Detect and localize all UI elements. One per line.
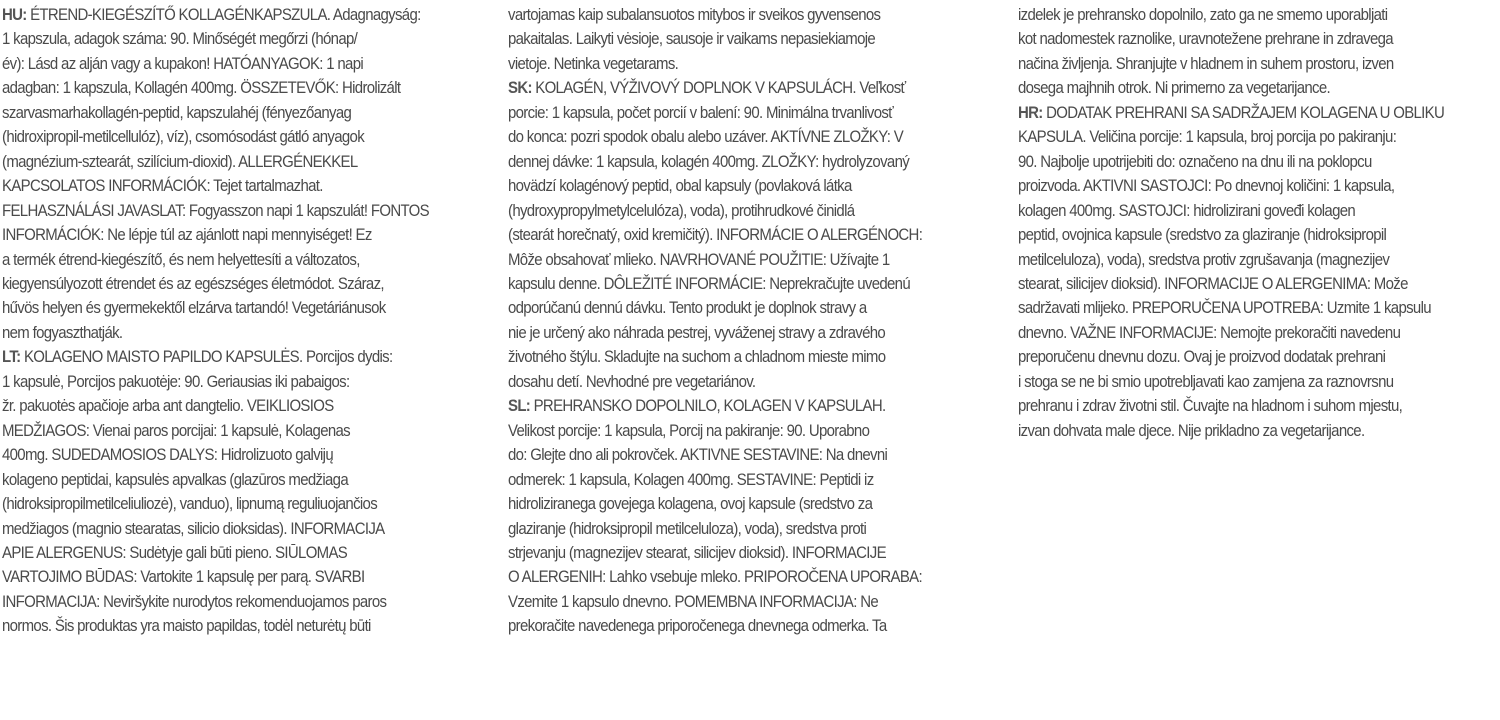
line-text: glaziranje (hidroksipropil metilceluloza), voda), sredstva proti <box>508 518 867 538</box>
line-text: peptid, ovojnica kapsule (sredstvo za glaziranje (hidroksipropil <box>1018 225 1387 245</box>
text-line <box>1018 199 1500 223</box>
text-line <box>2 443 484 467</box>
line-text: normos. Šis produktas yra maisto papildas, todėl neturėtų būti <box>2 616 371 636</box>
text-line <box>1018 223 1500 247</box>
text-line <box>508 296 990 320</box>
text-line <box>508 125 990 149</box>
line-text: PREHRANSKO DOPOLNILO, KOLAGEN V KAPSULAH. <box>530 396 886 416</box>
line-text: prekoračite navedenega priporočenega dnevnega odmerka. Ta <box>508 616 887 636</box>
text-line <box>508 468 990 492</box>
text-line <box>508 394 990 418</box>
line-text: KAPCSOLATOS INFORMÁCIÓK: Tejet tartalmazhat. <box>2 176 323 196</box>
line-text: do: Glejte dno ali pokrovček. AKTIVNE SESTAVINE: Na dnevni <box>508 445 888 465</box>
text-line <box>508 52 990 76</box>
text-line <box>508 541 990 565</box>
text-line <box>1018 321 1500 345</box>
line-text: APIE ALERGENUS: Sudėtyje gali būti pieno. SIŪLOMAS <box>2 542 348 562</box>
text-line <box>508 76 990 100</box>
text-line <box>508 199 990 223</box>
language-code: SK: <box>508 78 532 98</box>
text-line <box>1018 101 1500 125</box>
line-text: 400mg. SUDEDAMOSIOS DALYS: Hidrolizuoto galvijų <box>2 445 334 465</box>
line-text: Vzemite 1 kapsulo dnevno. POMEMBNA INFORMACIJA: Ne <box>508 591 879 611</box>
text-line <box>508 272 990 296</box>
line-text: (stearát horečnatý, oxid kremičitý). INFORMÁCIE O ALERGÉNOCH: <box>508 225 923 245</box>
line-text: vartojamas kaip subalansuotos mitybos ir sveikos gyvensenos <box>508 5 881 24</box>
line-text: žr. pakuotės apačioje arba ant dangtelio. VEIKLIOSIOS <box>2 396 334 416</box>
line-text: (hydroxypropylmetylcelulóza), voda), protihrudkové činidlá <box>508 200 855 220</box>
text-line <box>1018 296 1500 320</box>
text-line <box>2 199 484 223</box>
text-line <box>1018 345 1500 369</box>
language-code: SL: <box>508 396 531 416</box>
label-text-column-2 <box>508 3 990 639</box>
line-text: odporúčanú dennú dávku. Tento produkt je doplnok stravy a <box>508 298 867 318</box>
line-text: MEDŽIAGOS: Vienai paros porcijai: 1 kapsulė, Kolagenas <box>2 420 351 440</box>
line-text: FELHASZNÁLÁSI JAVASLAT: Fogyasszon napi 1 kapszulát! FONTOS <box>2 200 429 220</box>
text-line <box>2 272 484 296</box>
text-line <box>2 565 484 589</box>
line-text: INFORMACIJA: Neviršykite nurodytos rekomenduojamos paros <box>2 591 387 611</box>
line-text: a termék étrend-kiegészítő, és nem helyettesíti a változatos, <box>2 249 360 269</box>
text-line <box>2 614 484 638</box>
line-text: stearat, silicijev dioksid). INFORMACIJE O ALERGENIMA: Može <box>1018 273 1408 293</box>
line-text: izdelek je prehransko dopolnilo, zato ga ne smemo uporabljati <box>1018 5 1388 24</box>
text-line <box>2 394 484 418</box>
line-text: 1 kapszula, adagok száma: 90. Minőségét megőrzi (hónap/ <box>2 29 358 49</box>
text-line <box>2 27 484 51</box>
line-text: KAPSULA. Veličina porcije: 1 kapsula, broj porcija po pakiranju: <box>1018 127 1397 147</box>
line-text: metilceluloza), voda), sredstva protiv zgrušavanja (magnezijev <box>1018 249 1390 269</box>
text-line <box>2 345 484 369</box>
line-text: 1 kapsulė, Porcijos pakuotėje: 90. Geriausias iki pabaigos: <box>2 371 350 391</box>
text-line <box>508 370 990 394</box>
text-line <box>2 52 484 76</box>
text-line <box>2 590 484 614</box>
text-line <box>2 321 484 345</box>
line-text: odmerek: 1 kapsula, Kolagen 400mg. SESTAVINE: Peptidi iz <box>508 469 874 489</box>
text-line <box>508 321 990 345</box>
line-text: év): Lásd az alján vagy a kupakon! HATÓANYAGOK: 1 napi <box>2 53 364 73</box>
text-line <box>1018 248 1500 272</box>
text-line <box>508 248 990 272</box>
text-line <box>2 223 484 247</box>
line-text: strjevanju (magnezijev stearat, silicijev dioksid). INFORMACIJE <box>508 542 886 562</box>
line-text: kolagen 400mg. SASTOJCI: hidrolizirani goveđi kolagen <box>1018 200 1356 220</box>
text-line <box>1018 76 1500 100</box>
line-text: dennej dávke: 1 kapsula, kolagén 400mg. ZLOŽKY: hydrolyzovaný <box>508 151 910 171</box>
text-line <box>508 443 990 467</box>
line-text: (hidroxipropil-metilcellulóz), víz), csomósodást gátló anyagok <box>2 127 365 147</box>
text-line <box>2 296 484 320</box>
line-text: KOLAGÉN, VÝŽIVOVÝ DOPLNOK V KAPSULÁCH. Veľkosť <box>531 78 906 98</box>
line-text: kot nadomestek raznolike, uravnotežene prehrane in zdravega <box>1018 29 1393 49</box>
line-text: sadržavati mlijeko. PREPORUČENA UPOTREBA: Uzmite 1 kapsulu <box>1018 298 1431 318</box>
line-text: hűvös helyen és gyermekektől elzárva tartandó! Vegetáriánusok <box>2 298 386 318</box>
text-line <box>1018 174 1500 198</box>
line-text: vietoje. Netinka vegetarams. <box>508 53 679 73</box>
text-line <box>508 492 990 516</box>
line-text: (magnézium-sztearát, szilícium-dioxid). ALLERGÉNEKKEL <box>2 151 358 171</box>
text-line <box>1018 125 1500 149</box>
line-text: porcie: 1 kapsula, počet porcií v balení: 90. Minimálna trvanlivosť <box>508 102 894 122</box>
line-text: adagban: 1 kapszula, Kollagén 400mg. ÖSSZETEVŐK: Hidrolizált <box>2 78 401 98</box>
text-line <box>2 492 484 516</box>
text-line <box>2 3 484 27</box>
line-text: dosahu detí. Nevhodné pre vegetariánov. <box>508 371 756 391</box>
line-text: nie je určený ako náhrada pestrej, vyváženej stravy a zdravého <box>508 322 886 342</box>
line-text: nem fogyaszthatják. <box>2 322 123 342</box>
text-line <box>2 370 484 394</box>
text-line <box>2 419 484 443</box>
text-line <box>508 345 990 369</box>
text-line <box>2 468 484 492</box>
line-text: načina življenja. Shranjujte v hladnem in suhem prostoru, izven <box>1018 53 1394 73</box>
text-line <box>1018 370 1500 394</box>
text-line <box>508 565 990 589</box>
text-line <box>2 150 484 174</box>
line-text: kolageno peptidai, kapsulės apvalkas (glazūros medžiaga <box>2 469 348 489</box>
text-line <box>508 27 990 51</box>
line-text: O ALERGENIH: Lahko vsebuje mleko. PRIPOROČENA UPORABA: <box>508 567 922 587</box>
text-line <box>508 223 990 247</box>
text-line <box>508 3 990 27</box>
text-line <box>508 174 990 198</box>
text-line <box>1018 150 1500 174</box>
line-text: pakaitalas. Laikyti vėsioje, sausoje ir vaikams nepasiekiamoje <box>508 29 876 49</box>
text-line <box>2 101 484 125</box>
text-line <box>508 150 990 174</box>
text-line <box>2 174 484 198</box>
line-text: ÉTREND-KIEGÉSZÍTŐ KOLLAGÉNKAPSZULA. Adagnagyság: <box>26 5 421 24</box>
line-text: do konca: pozri spodok obalu alebo uzáver. AKTÍVNE ZLOŽKY: V <box>508 127 904 147</box>
text-line <box>2 541 484 565</box>
line-text: KOLAGENO MAISTO PAPILDO KAPSULĖS. Porcijos dydis: <box>20 347 393 367</box>
line-text: medžiagos (magnio stearatas, silicio dioksidas). INFORMACIJA <box>2 518 385 538</box>
line-text: hidroliziranega govejega kolagena, ovoj kapsule (sredstvo za <box>508 494 873 514</box>
language-code: LT: <box>2 347 21 367</box>
text-line <box>2 76 484 100</box>
line-text: hovädzí kolagénový peptid, obal kapsuly (povlaková látka <box>508 176 852 196</box>
text-line <box>1018 419 1500 443</box>
line-text: kapsulu denne. DÔLEŽITÉ INFORMÁCIE: Neprekračujte uvedenú <box>508 273 910 293</box>
text-line <box>508 419 990 443</box>
line-text: kiegyensúlyozott étrendet és az egészséges életmódot. Száraz, <box>2 273 384 293</box>
text-line <box>1018 272 1500 296</box>
line-text: 90. Najbolje upotrijebiti do: označeno na dnu ili na poklopcu <box>1018 151 1372 171</box>
label-text-column-1 <box>2 3 484 639</box>
line-text: Môže obsahovať mlieko. NAVRHOVANÉ POUŽITIE: Užívajte 1 <box>508 249 890 269</box>
line-text: i stoga se ne bi smio upotrebljavati kao zamjena za raznovrsnu <box>1018 371 1394 391</box>
text-line <box>508 101 990 125</box>
line-text: Velikost porcije: 1 kapsula, Porcij na pakiranje: 90. Uporabno <box>508 420 870 440</box>
language-code: HR: <box>1018 102 1043 122</box>
text-line <box>1018 27 1500 51</box>
text-line <box>508 517 990 541</box>
line-text: DODATAK PREHRANI SA SADRŽAJEM KOLAGENA U OBLIKU <box>1042 102 1445 122</box>
text-line <box>1018 52 1500 76</box>
line-text: dosega majhnih otrok. Ni primerno za vegetarijance. <box>1018 78 1331 98</box>
text-line <box>2 248 484 272</box>
line-text: proizvoda. AKTIVNI SASTOJCI: Po dnevnoj količini: 1 kapsula, <box>1018 176 1395 196</box>
line-text: VARTOJIMO BŪDAS: Vartokite 1 kapsulę per parą. SVARBI <box>2 567 365 587</box>
text-line <box>1018 394 1500 418</box>
line-text: preporučenu dnevnu dozu. Ovaj je proizvod dodatak prehrani <box>1018 347 1386 367</box>
line-text: dnevno. VAŽNE INFORMACIJE: Nemojte prekoračiti navedenu <box>1018 322 1401 342</box>
line-text: izvan dohvata male djece. Nije prikladno za vegetarijance. <box>1018 420 1365 440</box>
line-text: INFORMÁCIÓK: Ne lépje túl az ajánlott napi mennyiséget! Ez <box>2 225 372 245</box>
text-line <box>508 590 990 614</box>
line-text: szarvasmarhakollagén-peptid, kapszulahéj (fényezőanyag <box>2 102 352 122</box>
text-line <box>508 614 990 638</box>
text-line <box>2 125 484 149</box>
line-text: životného štýlu. Skladujte na suchom a chladnom mieste mimo <box>508 347 886 367</box>
text-line <box>2 517 484 541</box>
label-text-column-3 <box>1018 3 1500 443</box>
line-text: (hidroksipropilmetilceliuliozė), vanduo), lipnumą reguliuojančios <box>2 494 378 514</box>
text-line <box>1018 3 1500 27</box>
line-text: prehranu i zdrav životni stil. Čuvajte na hladnom i suhom mjestu, <box>1018 396 1403 416</box>
language-code: HU: <box>2 5 27 24</box>
